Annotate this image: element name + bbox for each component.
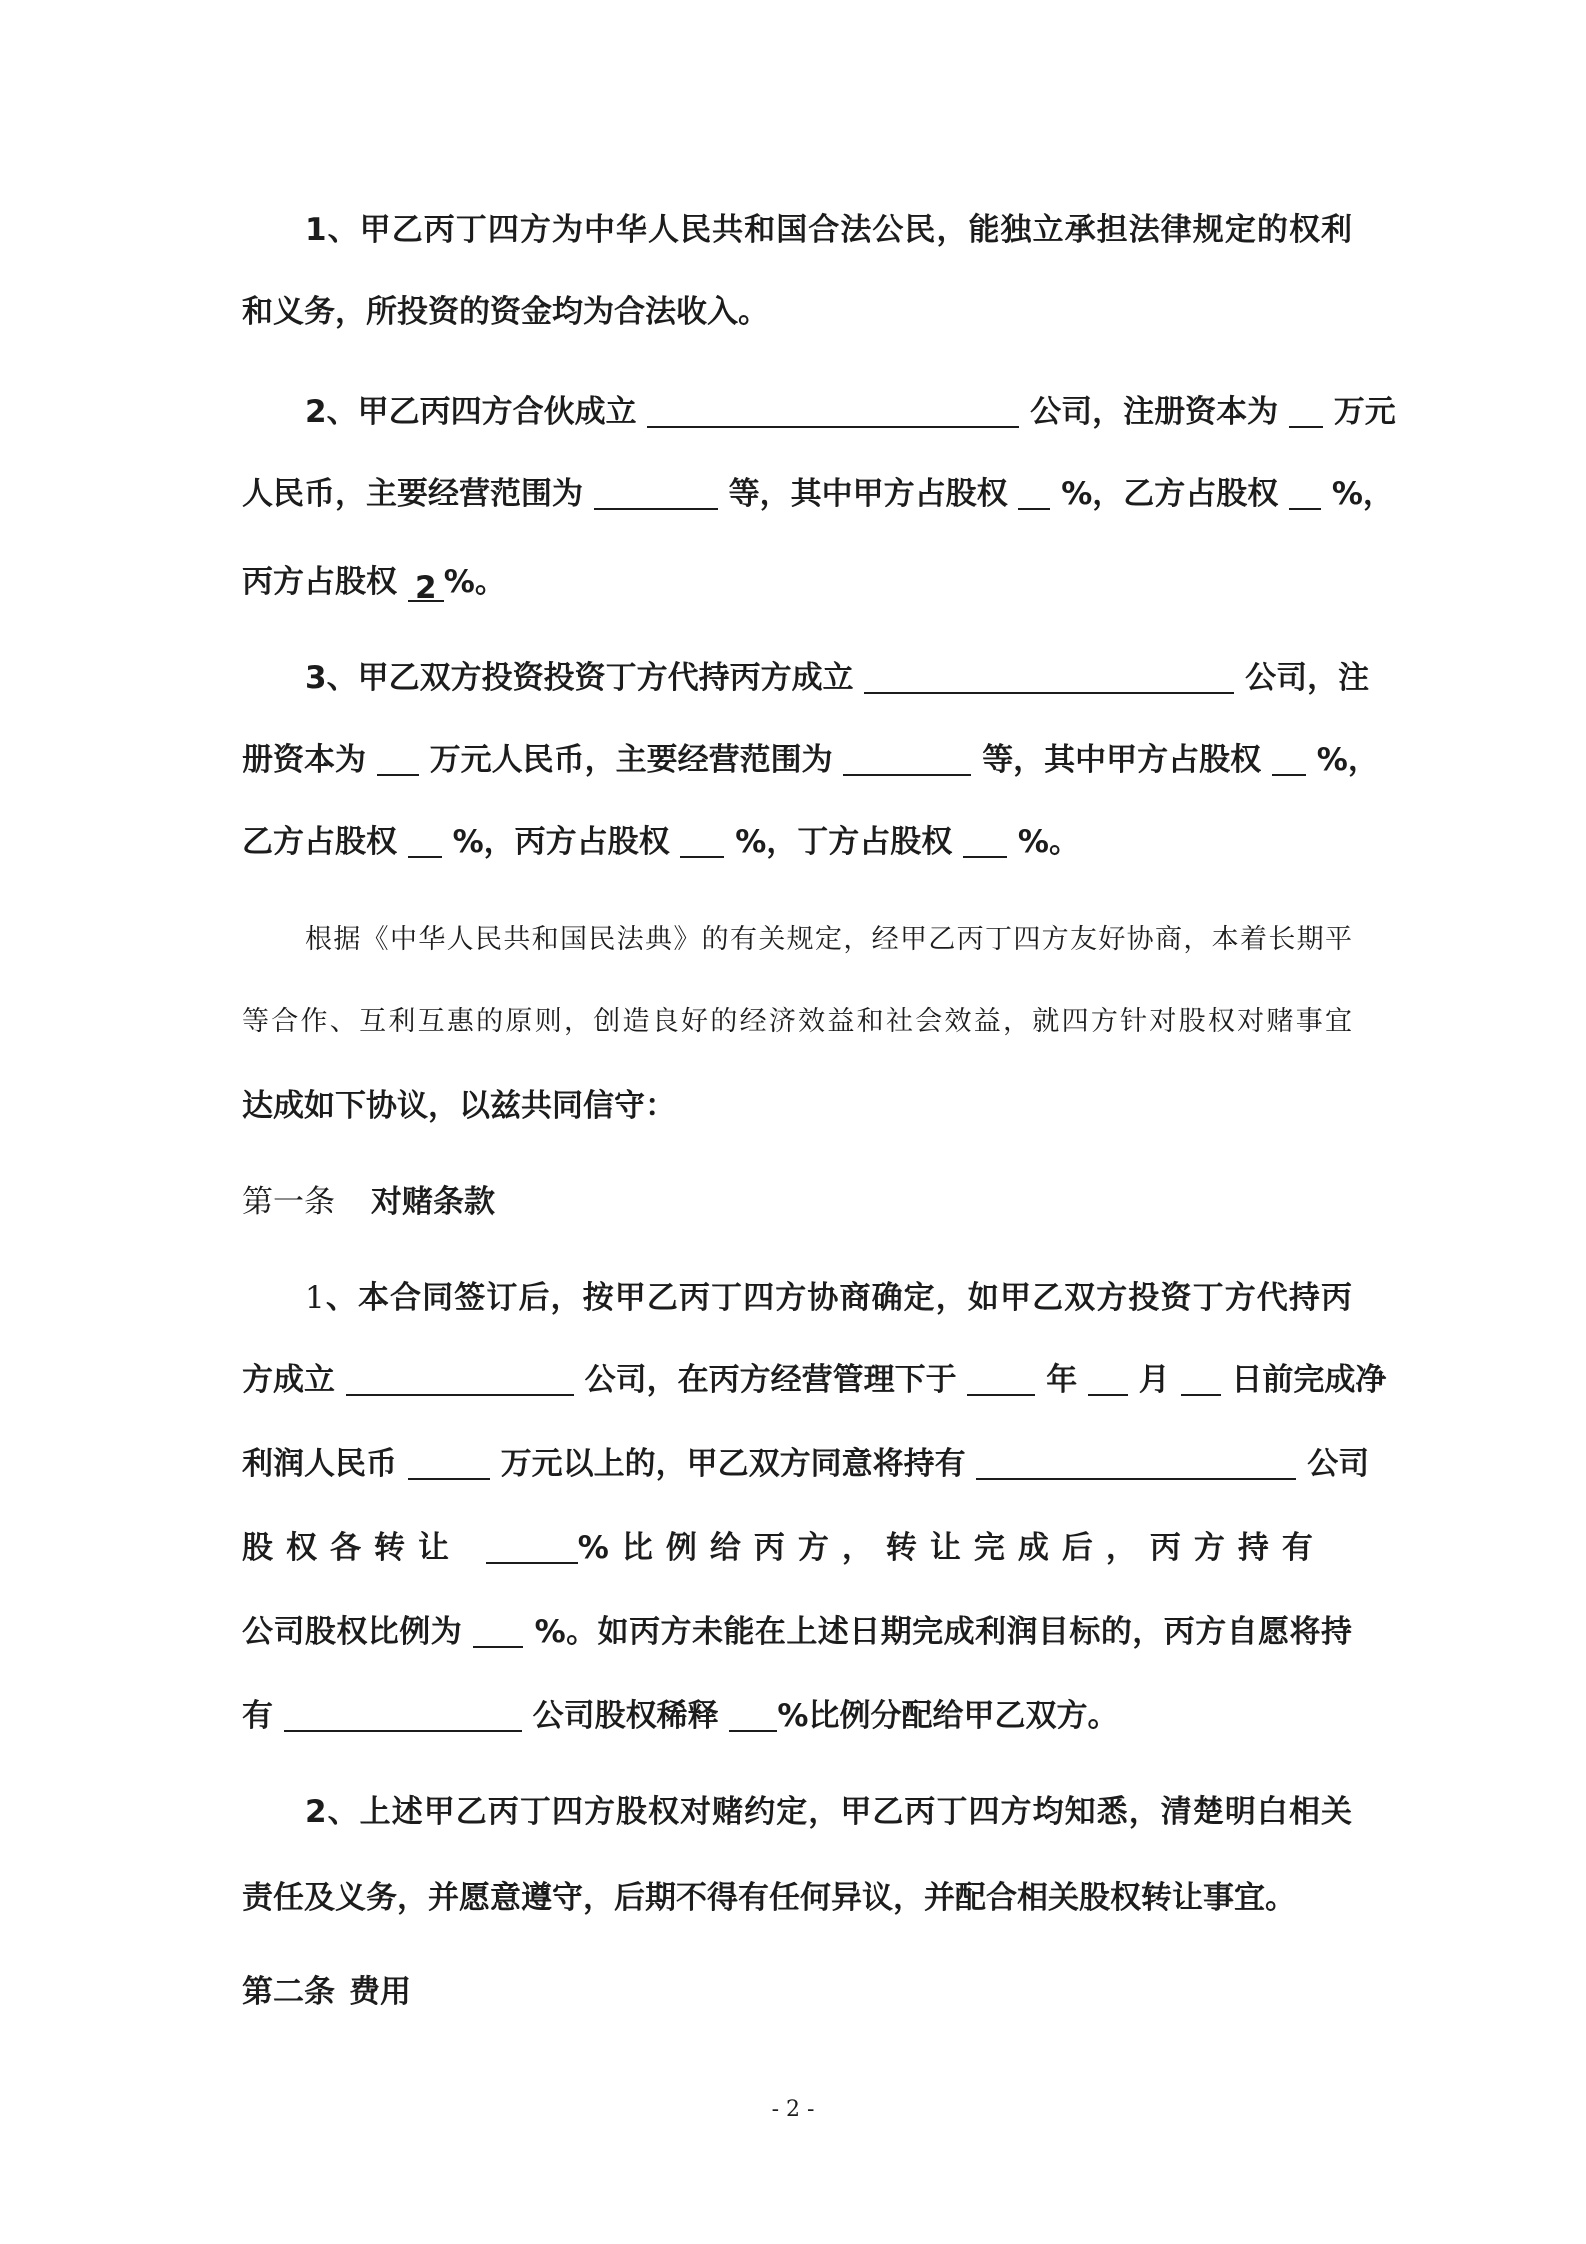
article-1-item-2-line-1: 2、上述甲乙丙丁四方股权对赌约定，甲乙丙丁四方均知悉，清楚明白相关 — [305, 1794, 1352, 1830]
clause-1-line-2: 和义务，所投资的资金均为合法收入。 — [242, 294, 769, 330]
party-d-share-blank[interactable] — [963, 824, 1007, 858]
transfer-ratio-blank[interactable] — [486, 1530, 578, 1564]
page-number: - 2 - — [771, 2097, 815, 2122]
article-1-item-1-line-6: 有 公司股权稀释 %比例分配给甲乙双方。 — [242, 1698, 1119, 1734]
month-blank[interactable] — [1088, 1362, 1128, 1396]
company-name-blank[interactable] — [976, 1446, 1296, 1480]
clause-2-line-1: 2、甲乙丙四方合伙成立 公司，注册资本为 万元 — [305, 394, 1396, 430]
clause-3-line-2: 册资本为 万元人民币，主要经营范围为 等，其中甲方占股权 %， — [242, 742, 1379, 778]
article-1-item-1-line-4: 股权各转让 %比例给丙方，转让完成后，丙方持有 — [242, 1530, 1326, 1566]
party-a-share-blank[interactable] — [1272, 742, 1306, 776]
company-name-blank[interactable] — [647, 394, 1019, 428]
party-a-share-blank[interactable] — [1018, 476, 1050, 510]
article-number: 第一条 — [242, 1184, 335, 1220]
shareholding-ratio-blank[interactable] — [473, 1614, 523, 1648]
article-1-item-1-line-5: 公司股权比例为 %。如丙方未能在上述日期完成利润目标的，丙方自愿将持 — [242, 1614, 1353, 1650]
article-title: 对赌条款 — [371, 1184, 495, 1220]
registered-capital-blank[interactable] — [377, 742, 419, 776]
party-b-share-blank[interactable] — [1289, 476, 1321, 510]
clause-3-line-1: 3、甲乙双方投资投资丁方代持丙方成立 公司，注 — [305, 660, 1370, 696]
article-1-item-1-line-3: 利润人民币 万元以上的，甲乙双方同意将持有 公司 — [242, 1446, 1370, 1482]
business-scope-blank[interactable] — [594, 476, 718, 510]
preamble-line-2: 等合作、互利互惠的原则，创造良好的经济效益和社会效益，就四方针对股权对赌事宜 — [242, 1006, 1352, 1037]
dilution-ratio-blank[interactable] — [729, 1698, 777, 1732]
clause-3-line-3: 乙方占股权 %，丙方占股权 %，丁方占股权 %。 — [242, 824, 1080, 860]
article-1-item-1-line-1: 1、本合同签订后，按甲乙丙丁四方协商确定，如甲乙双方投资丁方代持丙 — [305, 1280, 1352, 1316]
article-title: 费用 — [349, 1974, 411, 2010]
party-b-share-blank[interactable] — [408, 824, 442, 858]
company-name-blank[interactable] — [284, 1698, 522, 1732]
preamble-line-3: 达成如下协议，以兹共同信守： — [242, 1088, 676, 1124]
article-number: 第二条 — [242, 1974, 335, 2010]
company-name-blank[interactable] — [864, 660, 1234, 694]
clause-2-line-3: 丙方占股权 2 %。 — [242, 564, 506, 606]
company-name-blank[interactable] — [346, 1362, 574, 1396]
registered-capital-blank[interactable] — [1289, 394, 1323, 428]
party-c-share-blank[interactable]: 2 — [408, 568, 444, 602]
day-blank[interactable] — [1181, 1362, 1221, 1396]
preamble-line-1: 根据《中华人民共和国民法典》的有关规定，经甲乙丙丁四方友好协商，本着长期平 — [305, 924, 1352, 955]
business-scope-blank[interactable] — [843, 742, 971, 776]
year-blank[interactable] — [967, 1362, 1035, 1396]
article-1-heading — [242, 1180, 1352, 1224]
article-1-item-2-line-2: 责任及义务，并愿意遵守，后期不得有任何异议，并配合相关股权转让事宜。 — [242, 1880, 1296, 1916]
net-profit-blank[interactable] — [408, 1446, 490, 1480]
party-c-share-blank[interactable] — [680, 824, 724, 858]
article-1-item-1-line-2: 方成立 公司，在丙方经营管理下于 年 月 日前完成净 — [242, 1362, 1387, 1398]
article-2-heading — [242, 1970, 1352, 2014]
clause-1-line-1: 1、甲乙丙丁四方为中华人民共和国合法公民，能独立承担法律规定的权利 — [305, 212, 1352, 248]
clause-2-line-2: 人民币，主要经营范围为 等，其中甲方占股权 %，乙方占股权 %， — [242, 476, 1394, 512]
